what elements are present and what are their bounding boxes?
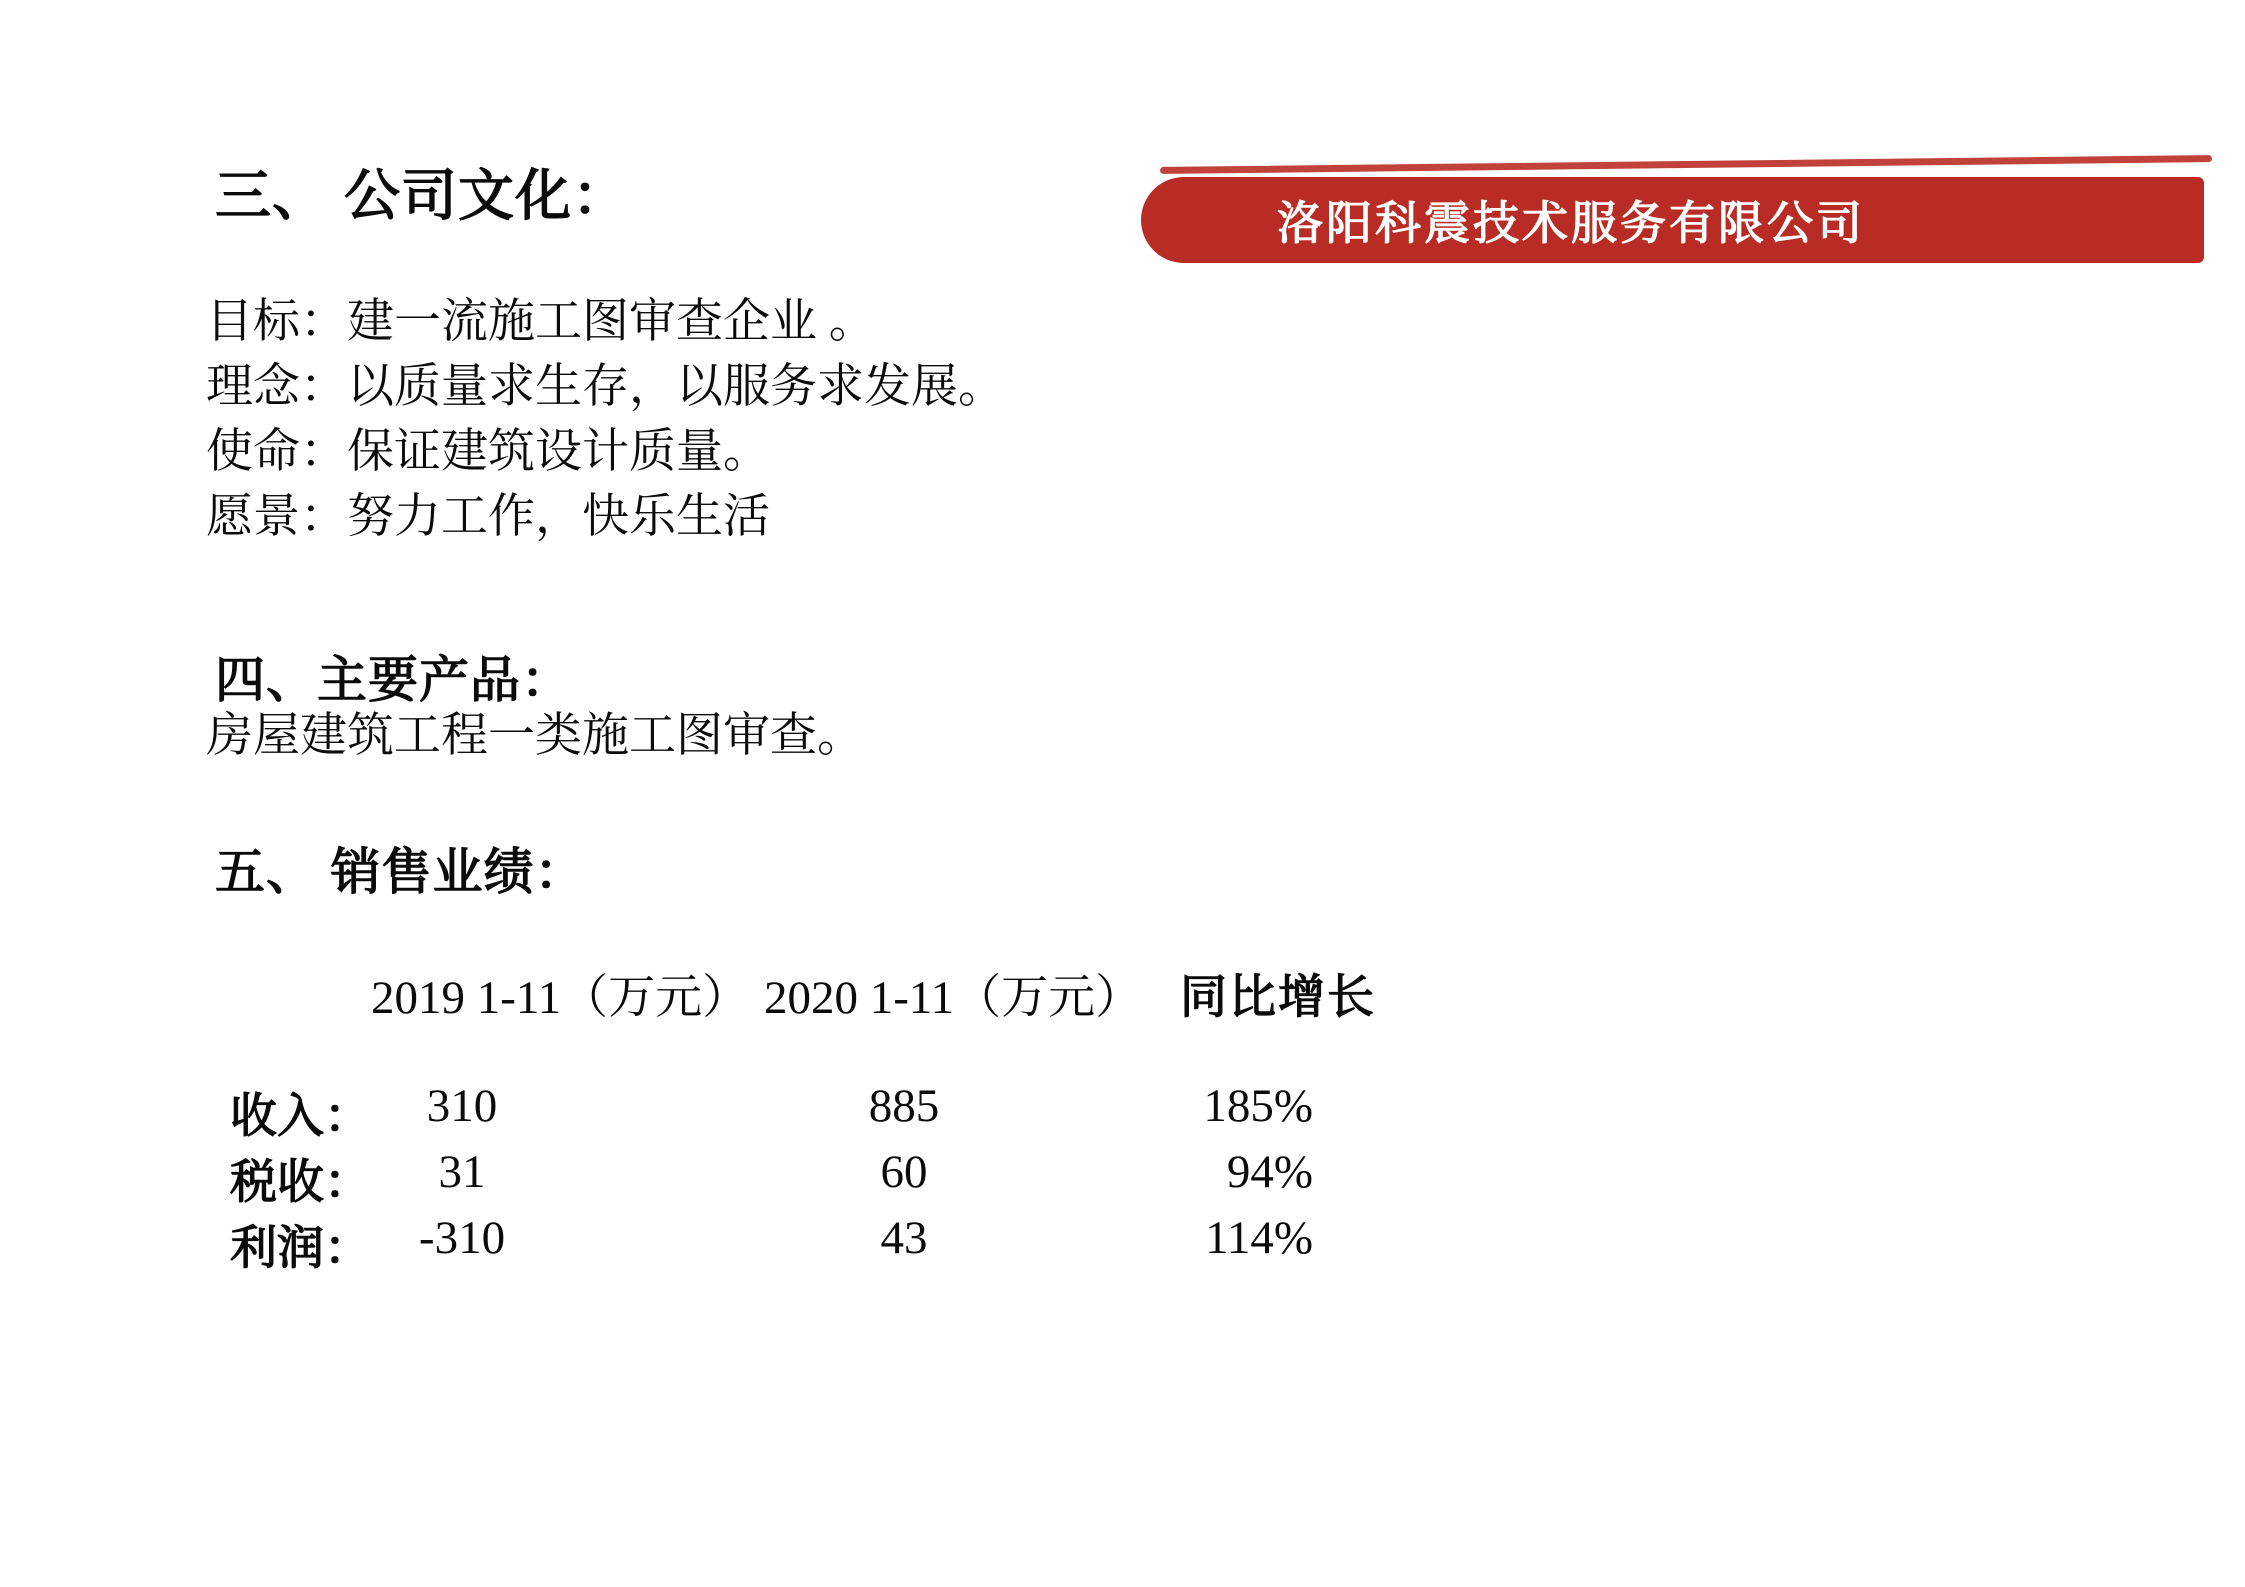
table-row-income <box>0 1079 2245 1145</box>
section-sales-heading: 五、 销售业绩： <box>215 844 586 900</box>
section-culture-heading: 三、 公司文化： <box>215 166 629 228</box>
value-2020: 885 <box>868 1080 940 1132</box>
value-2019: -310 <box>418 1212 506 1264</box>
row-label: 税收： <box>230 1157 371 1209</box>
value-2020: 60 <box>880 1146 928 1198</box>
table-row-profit <box>0 1211 2245 1277</box>
growth-value: 114% <box>1205 1212 1313 1264</box>
column-header-2019: 2019 1-11（万元） <box>371 972 750 1024</box>
value-2019: 310 <box>426 1080 498 1132</box>
culture-line-vision: 愿景：努力工作，快乐生活 <box>206 491 770 543</box>
value-2019: 31 <box>438 1146 486 1198</box>
section-products-heading: 四、主要产品： <box>215 652 572 708</box>
row-label: 利润： <box>230 1223 371 1275</box>
culture-line-concept: 理念：以质量求生存，以服务求发展。 <box>206 361 1005 413</box>
culture-line-mission: 使命：保证建筑设计质量。 <box>206 426 770 478</box>
culture-line-goal: 目标：建一流施工图审查企业 。 <box>206 296 876 348</box>
company-banner <box>1141 177 2204 263</box>
table-row-tax <box>0 1145 2245 1211</box>
column-header-2020: 2020 1-11（万元） <box>764 972 1143 1024</box>
growth-value: 94% <box>1226 1146 1313 1198</box>
row-label: 收入： <box>230 1091 371 1143</box>
company-name: 洛阳科震技术服务有限公司 <box>1277 196 1865 250</box>
banner-accent-line <box>1160 155 2212 174</box>
column-header-growth: 同比增长 <box>1180 972 1376 1024</box>
culture-lines <box>206 290 1005 550</box>
products-body: 房屋建筑工程一类施工图审查。 <box>206 710 864 762</box>
value-2020: 43 <box>880 1212 928 1264</box>
sales-table-header <box>0 960 2245 1026</box>
growth-value: 185% <box>1203 1080 1313 1132</box>
